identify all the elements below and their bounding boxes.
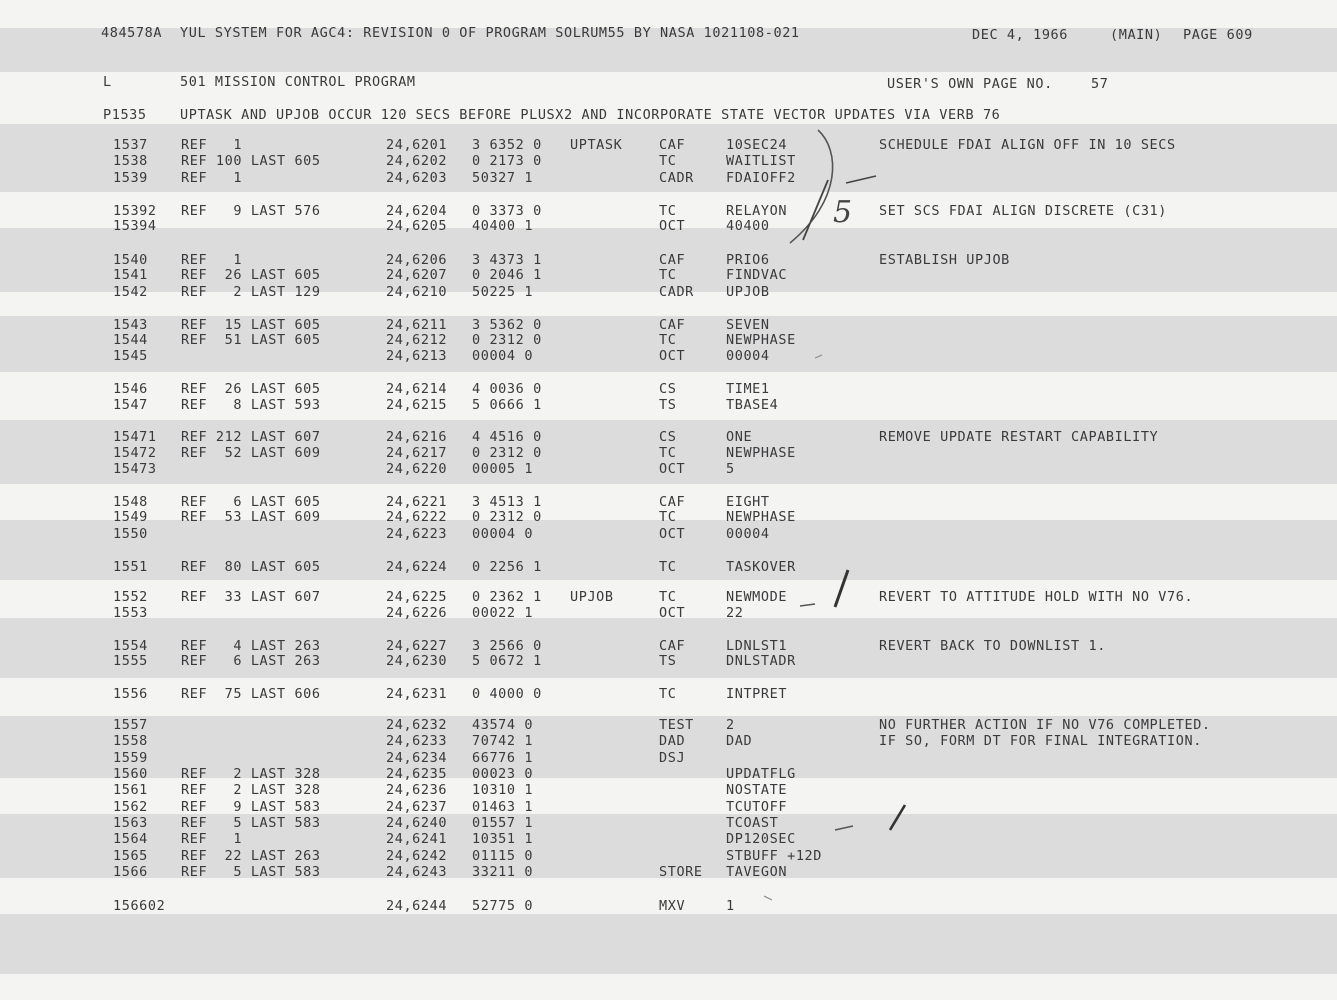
octal-field: 3 6352 0: [472, 137, 542, 153]
opcode-field: DAD: [659, 733, 686, 749]
line-number: 1547: [113, 397, 148, 413]
octal-field: 01557 1: [472, 815, 534, 831]
listing-row: [0, 799, 1337, 815]
log-description: UPTASK AND UPJOB OCCUR 120 SECS BEFORE PLUSX2 AND INCORPORATE STATE VECTOR UPDATES VIA VERB 76: [180, 107, 1001, 123]
listing-row: [0, 686, 1337, 702]
octal-field: 3 4513 1: [472, 494, 542, 510]
address-field: 24,6211: [386, 317, 448, 333]
octal-field: 00005 1: [472, 461, 534, 477]
octal-field: 50327 1: [472, 170, 534, 186]
comment-field: SET SCS FDAI ALIGN DISCRETE (C31): [879, 203, 1168, 219]
line-number: 1544: [113, 332, 148, 348]
opcode-field: CAF: [659, 317, 686, 333]
opcode-field: TC: [659, 445, 677, 461]
listing-row: [0, 653, 1337, 669]
listing-row: [0, 605, 1337, 621]
job-number: 484578A: [101, 25, 163, 41]
opcode-field: TS: [659, 397, 677, 413]
address-field: 24,6233: [386, 733, 448, 749]
address-field: 24,6237: [386, 799, 448, 815]
operand-field: STBUFF +12D: [726, 848, 823, 864]
line-number: 1566: [113, 864, 148, 880]
operand-field: TCOAST: [726, 815, 779, 831]
log-id: P1535: [103, 107, 147, 123]
ref-field: REF 100 LAST 605: [181, 153, 321, 169]
address-field: 24,6202: [386, 153, 448, 169]
line-number: 1552: [113, 589, 148, 605]
operand-field: 5: [726, 461, 735, 477]
line-number: 1539: [113, 170, 148, 186]
octal-field: 10351 1: [472, 831, 534, 847]
opcode-field: DSJ: [659, 750, 686, 766]
listing-row: [0, 509, 1337, 525]
opcode-field: CAF: [659, 494, 686, 510]
opcode-field: CADR: [659, 284, 694, 300]
opcode-field: TC: [659, 559, 677, 575]
address-field: 24,6207: [386, 267, 448, 283]
listing-row: [0, 284, 1337, 300]
address-field: 24,6243: [386, 864, 448, 880]
opcode-field: TC: [659, 509, 677, 525]
listing-row: [0, 638, 1337, 654]
line-number: 1557: [113, 717, 148, 733]
listing-row: [0, 766, 1337, 782]
address-field: 24,6201: [386, 137, 448, 153]
octal-field: 70742 1: [472, 733, 534, 749]
operand-field: 00004: [726, 348, 770, 364]
opcode-field: CADR: [659, 170, 694, 186]
operand-field: INTPRET: [726, 686, 788, 702]
listing-row: [0, 589, 1337, 605]
listing-row: [0, 848, 1337, 864]
system-title: YUL SYSTEM FOR AGC4: REVISION 0 OF PROGRAM SOLRUM55 BY NASA 1021108-021: [180, 25, 800, 41]
comment-field: NO FURTHER ACTION IF NO V76 COMPLETED.: [879, 717, 1211, 733]
octal-field: 3 5362 0: [472, 317, 542, 333]
address-field: 24,6232: [386, 717, 448, 733]
operand-field: 00004: [726, 526, 770, 542]
octal-field: 0 3373 0: [472, 203, 542, 219]
ref-field: REF 4 LAST 263: [181, 638, 321, 654]
address-field: 24,6242: [386, 848, 448, 864]
listing-row: [0, 397, 1337, 413]
ref-field: REF 9 LAST 576: [181, 203, 321, 219]
operand-field: ONE: [726, 429, 753, 445]
ref-field: REF 26 LAST 605: [181, 381, 321, 397]
line-number: 1562: [113, 799, 148, 815]
octal-field: 5 0666 1: [472, 397, 542, 413]
operand-field: RELAYON: [726, 203, 788, 219]
address-field: 24,6235: [386, 766, 448, 782]
opcode-field: TC: [659, 332, 677, 348]
line-number: 15473: [113, 461, 157, 477]
address-field: 24,6220: [386, 461, 448, 477]
ref-field: REF 212 LAST 607: [181, 429, 321, 445]
address-field: 24,6240: [386, 815, 448, 831]
operand-field: 10SEC24: [726, 137, 788, 153]
paper-stripe: [0, 914, 1337, 974]
line-number: 1554: [113, 638, 148, 654]
listing-row: [0, 461, 1337, 477]
listing-row: [0, 317, 1337, 333]
address-field: 24,6204: [386, 203, 448, 219]
listing-row: [0, 429, 1337, 445]
ref-field: REF 80 LAST 605: [181, 559, 321, 575]
address-field: 24,6227: [386, 638, 448, 654]
octal-field: 0 2046 1: [472, 267, 542, 283]
octal-field: 66776 1: [472, 750, 534, 766]
operand-field: WAITLIST: [726, 153, 796, 169]
listing-row: [0, 267, 1337, 283]
opcode-field: TC: [659, 686, 677, 702]
ref-field: REF 5 LAST 583: [181, 815, 321, 831]
listing-row: [0, 494, 1337, 510]
comment-field: IF SO, FORM DT FOR FINAL INTEGRATION.: [879, 733, 1202, 749]
operand-field: FINDVAC: [726, 267, 788, 283]
octal-field: 0 2173 0: [472, 153, 542, 169]
listing-row: [0, 381, 1337, 397]
line-number: 1548: [113, 494, 148, 510]
ref-field: REF 6 LAST 605: [181, 494, 321, 510]
address-field: 24,6224: [386, 559, 448, 575]
listing-row: [0, 203, 1337, 219]
opcode-field: TEST: [659, 717, 694, 733]
line-number: 15472: [113, 445, 157, 461]
operand-field: TCUTOFF: [726, 799, 788, 815]
address-field: 24,6225: [386, 589, 448, 605]
comment-field: REVERT BACK TO DOWNLIST 1.: [879, 638, 1106, 654]
listing-row: [0, 815, 1337, 831]
line-number: 15392: [113, 203, 157, 219]
operand-field: 22: [726, 605, 744, 621]
operand-field: DAD: [726, 733, 753, 749]
octal-field: 0 2312 0: [472, 332, 542, 348]
octal-field: 0 2362 1: [472, 589, 542, 605]
opcode-field: OCT: [659, 218, 686, 234]
listing-row: [0, 526, 1337, 542]
octal-field: 00004 0: [472, 526, 534, 542]
opcode-field: TC: [659, 267, 677, 283]
opcode-field: TC: [659, 153, 677, 169]
operand-field: TASKOVER: [726, 559, 796, 575]
listing-row: [0, 137, 1337, 153]
address-field: 24,6226: [386, 605, 448, 621]
opcode-field: CAF: [659, 137, 686, 153]
octal-field: 0 2256 1: [472, 559, 542, 575]
listing-row: [0, 445, 1337, 461]
listing-row: [0, 750, 1337, 766]
address-field: 24,6214: [386, 381, 448, 397]
opcode-field: CS: [659, 429, 677, 445]
line-number: 1546: [113, 381, 148, 397]
comment-field: ESTABLISH UPJOB: [879, 252, 1010, 268]
ref-field: REF 1: [181, 252, 243, 268]
operand-field: LDNLST1: [726, 638, 788, 654]
operand-field: TAVEGON: [726, 864, 788, 880]
line-number: 1563: [113, 815, 148, 831]
octal-field: 01115 0: [472, 848, 534, 864]
listing-row: [0, 348, 1337, 364]
operand-field: TBASE4: [726, 397, 779, 413]
address-field: 24,6213: [386, 348, 448, 364]
address-field: 24,6241: [386, 831, 448, 847]
line-number: 1559: [113, 750, 148, 766]
comment-field: SCHEDULE FDAI ALIGN OFF IN 10 SECS: [879, 137, 1176, 153]
address-field: 24,6205: [386, 218, 448, 234]
listing-row: [0, 782, 1337, 798]
octal-field: 0 2312 0: [472, 445, 542, 461]
line-number: 1550: [113, 526, 148, 542]
ref-field: REF 26 LAST 605: [181, 267, 321, 283]
page-number: PAGE 609: [1183, 27, 1253, 43]
ref-field: REF 75 LAST 606: [181, 686, 321, 702]
ref-field: REF 8 LAST 593: [181, 397, 321, 413]
listing-row: [0, 717, 1337, 733]
operand-field: 1: [726, 898, 735, 914]
ref-field: REF 2 LAST 129: [181, 284, 321, 300]
opcode-field: CAF: [659, 638, 686, 654]
address-field: 24,6234: [386, 750, 448, 766]
octal-field: 50225 1: [472, 284, 534, 300]
ref-field: REF 51 LAST 605: [181, 332, 321, 348]
opcode-field: OCT: [659, 461, 686, 477]
octal-field: 00004 0: [472, 348, 534, 364]
listing-row: [0, 252, 1337, 268]
address-field: 24,6215: [386, 397, 448, 413]
ref-field: REF 5 LAST 583: [181, 864, 321, 880]
octal-field: 43574 0: [472, 717, 534, 733]
opcode-field: TS: [659, 653, 677, 669]
address-field: 24,6244: [386, 898, 448, 914]
ref-field: REF 9 LAST 583: [181, 799, 321, 815]
opcode-field: MXV: [659, 898, 686, 914]
handwritten-page-mark: 5: [833, 195, 853, 230]
address-field: 24,6212: [386, 332, 448, 348]
line-number: 1555: [113, 653, 148, 669]
line-number: 1558: [113, 733, 148, 749]
octal-field: 0 2312 0: [472, 509, 542, 525]
ref-field: REF 22 LAST 263: [181, 848, 321, 864]
octal-field: 0 4000 0: [472, 686, 542, 702]
line-number: 1556: [113, 686, 148, 702]
octal-field: 4 0036 0: [472, 381, 542, 397]
octal-field: 10310 1: [472, 782, 534, 798]
line-number: 1537: [113, 137, 148, 153]
listing-row: [0, 898, 1337, 914]
octal-field: 52775 0: [472, 898, 534, 914]
octal-field: 3 2566 0: [472, 638, 542, 654]
address-field: 24,6236: [386, 782, 448, 798]
operand-field: NEWPHASE: [726, 332, 796, 348]
octal-field: 00023 0: [472, 766, 534, 782]
ref-field: REF 6 LAST 263: [181, 653, 321, 669]
operand-field: SEVEN: [726, 317, 770, 333]
ref-field: REF 53 LAST 609: [181, 509, 321, 525]
listing-row: [0, 332, 1337, 348]
user-page-number: 57: [1091, 76, 1109, 92]
line-number: 156602: [113, 898, 166, 914]
operand-field: UPDATFLG: [726, 766, 796, 782]
line-number: 1565: [113, 848, 148, 864]
operand-field: NEWPHASE: [726, 445, 796, 461]
address-field: 24,6223: [386, 526, 448, 542]
operand-field: NEWMODE: [726, 589, 788, 605]
operand-field: TIME1: [726, 381, 770, 397]
ref-field: REF 15 LAST 605: [181, 317, 321, 333]
listing-row: [0, 831, 1337, 847]
operand-field: FDAIOFF2: [726, 170, 796, 186]
listing-row: [0, 733, 1337, 749]
ref-field: REF 1: [181, 137, 243, 153]
opcode-field: TC: [659, 203, 677, 219]
octal-field: 4 4516 0: [472, 429, 542, 445]
line-number: 1561: [113, 782, 148, 798]
address-field: 24,6230: [386, 653, 448, 669]
operand-field: PRIO6: [726, 252, 770, 268]
ref-field: REF 52 LAST 609: [181, 445, 321, 461]
address-field: 24,6217: [386, 445, 448, 461]
line-number: 1549: [113, 509, 148, 525]
opcode-field: CS: [659, 381, 677, 397]
listing-row: [0, 559, 1337, 575]
margin-mark: L: [103, 74, 112, 90]
address-field: 24,6222: [386, 509, 448, 525]
listing-row: [0, 218, 1337, 234]
octal-field: 01463 1: [472, 799, 534, 815]
comment-field: REVERT TO ATTITUDE HOLD WITH NO V76.: [879, 589, 1194, 605]
operand-field: NEWPHASE: [726, 509, 796, 525]
opcode-field: STORE: [659, 864, 703, 880]
ref-field: REF 2 LAST 328: [181, 766, 321, 782]
operand-field: UPJOB: [726, 284, 770, 300]
octal-field: 3 4373 1: [472, 252, 542, 268]
address-field: 24,6216: [386, 429, 448, 445]
line-number: 1541: [113, 267, 148, 283]
octal-field: 40400 1: [472, 218, 534, 234]
user-page-label: USER'S OWN PAGE NO.: [887, 76, 1053, 92]
octal-field: 5 0672 1: [472, 653, 542, 669]
opcode-field: OCT: [659, 348, 686, 364]
operand-field: NOSTATE: [726, 782, 788, 798]
label-field: UPJOB: [570, 589, 614, 605]
comment-field: REMOVE UPDATE RESTART CAPABILITY: [879, 429, 1159, 445]
program-title: 501 MISSION CONTROL PROGRAM: [180, 74, 416, 90]
line-number: 15471: [113, 429, 157, 445]
ref-field: REF 33 LAST 607: [181, 589, 321, 605]
operand-field: DNLSTADR: [726, 653, 796, 669]
line-number: 1553: [113, 605, 148, 621]
ref-field: REF 2 LAST 328: [181, 782, 321, 798]
operand-field: 2: [726, 717, 735, 733]
operand-field: DP120SEC: [726, 831, 796, 847]
opcode-field: OCT: [659, 526, 686, 542]
opcode-field: TC: [659, 589, 677, 605]
line-number: 1543: [113, 317, 148, 333]
line-number: 1540: [113, 252, 148, 268]
line-number: 1545: [113, 348, 148, 364]
address-field: 24,6206: [386, 252, 448, 268]
address-field: 24,6221: [386, 494, 448, 510]
operand-field: 40400: [726, 218, 770, 234]
operand-field: EIGHT: [726, 494, 770, 510]
octal-field: 33211 0: [472, 864, 534, 880]
line-number: 1551: [113, 559, 148, 575]
line-number: 15394: [113, 218, 157, 234]
address-field: 24,6231: [386, 686, 448, 702]
section-label: (MAIN): [1110, 27, 1163, 43]
line-number: 1542: [113, 284, 148, 300]
opcode-field: OCT: [659, 605, 686, 621]
listing-row: [0, 170, 1337, 186]
opcode-field: CAF: [659, 252, 686, 268]
line-number: 1564: [113, 831, 148, 847]
address-field: 24,6203: [386, 170, 448, 186]
ref-field: REF 1: [181, 170, 243, 186]
listing-row: [0, 153, 1337, 169]
print-date: DEC 4, 1966: [972, 27, 1069, 43]
octal-field: 00022 1: [472, 605, 534, 621]
ref-field: REF 1: [181, 831, 243, 847]
line-number: 1538: [113, 153, 148, 169]
listing-row: [0, 864, 1337, 880]
label-field: UPTASK: [570, 137, 623, 153]
address-field: 24,6210: [386, 284, 448, 300]
line-number: 1560: [113, 766, 148, 782]
